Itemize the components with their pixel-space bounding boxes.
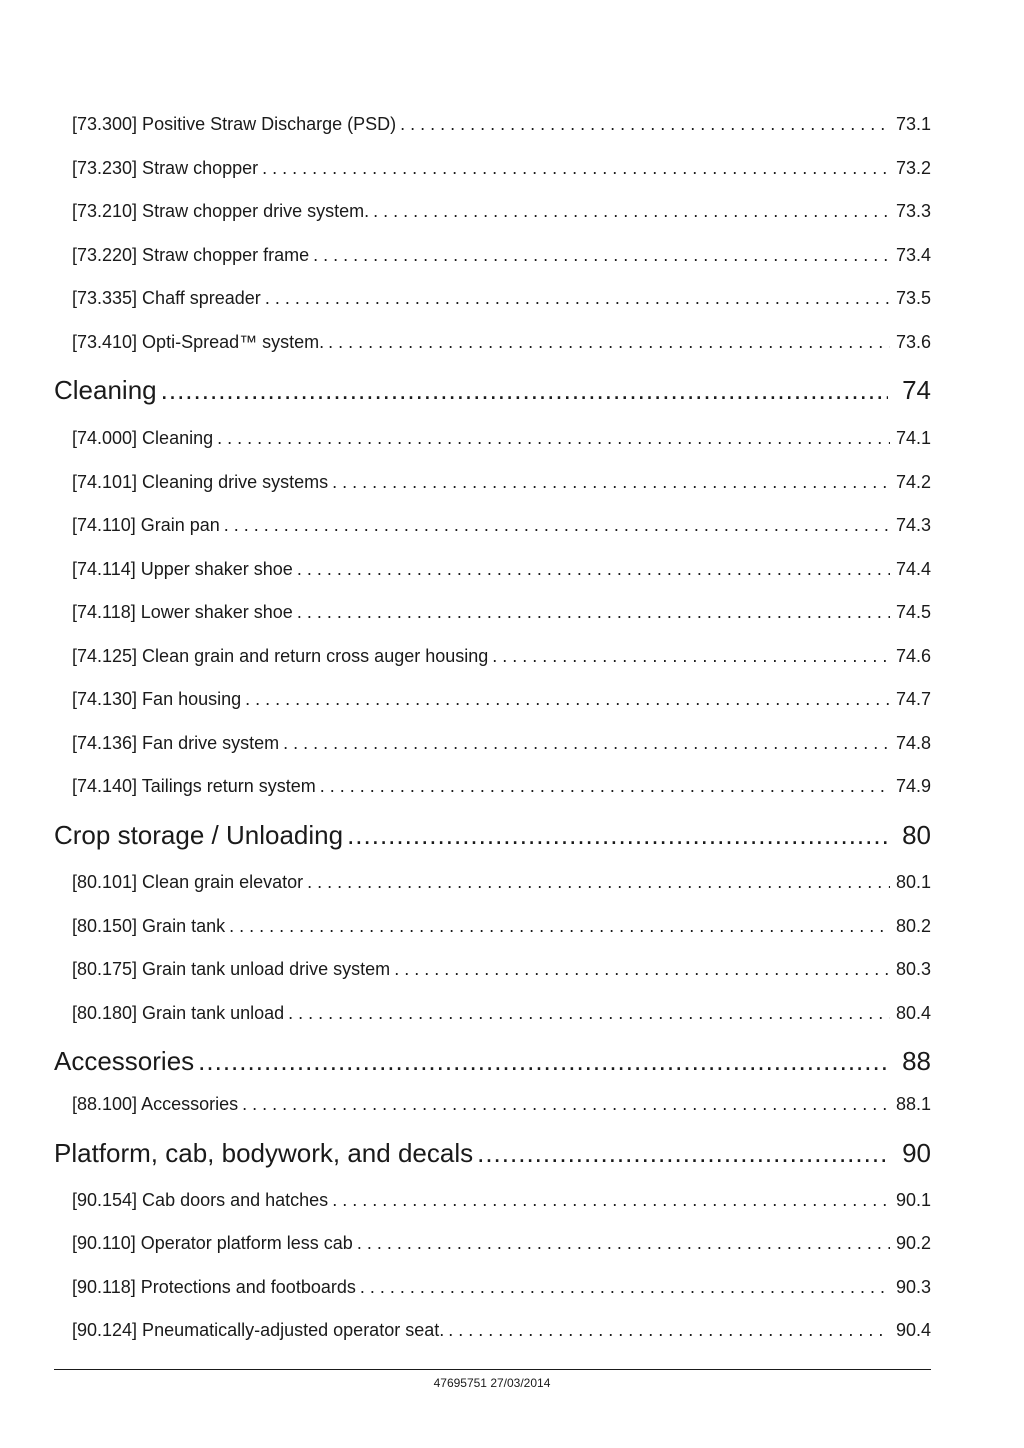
dot-leader bbox=[217, 425, 890, 451]
toc-section-page: 90 bbox=[902, 1138, 931, 1168]
toc-entry-label: [74.136] Fan drive system bbox=[72, 733, 280, 753]
toc-entry[interactable] bbox=[72, 242, 931, 268]
toc-section-page: 88 bbox=[902, 1046, 931, 1076]
toc-entry[interactable] bbox=[72, 1317, 931, 1343]
toc-entry-page: 73.3 bbox=[895, 201, 931, 221]
dot-leader bbox=[347, 817, 888, 853]
toc-entry-label: [74.118] Lower shaker shoe bbox=[72, 602, 293, 622]
toc-entry[interactable] bbox=[72, 512, 931, 538]
toc-entry[interactable] bbox=[72, 425, 931, 451]
dot-leader bbox=[307, 869, 890, 895]
toc-entry-label: [73.220] Straw chopper frame bbox=[72, 245, 310, 265]
toc-entry-page: 80.4 bbox=[895, 1003, 931, 1023]
toc-entry[interactable] bbox=[72, 155, 931, 181]
toc-entry-page: 73.1 bbox=[895, 114, 931, 134]
footer-document-id: 47695751 27/03/2014 bbox=[433, 1376, 551, 1390]
dot-leader bbox=[297, 556, 890, 582]
dot-leader bbox=[229, 913, 890, 939]
dot-leader bbox=[394, 956, 890, 982]
dot-leader bbox=[313, 242, 890, 268]
toc-entry-page: 90.3 bbox=[895, 1277, 931, 1297]
toc-section-heading[interactable] bbox=[54, 817, 931, 853]
toc-entry-label: [73.230] Straw chopper bbox=[72, 158, 259, 178]
toc-entry[interactable] bbox=[72, 198, 931, 224]
dot-leader bbox=[245, 686, 890, 712]
toc-entry-page: 74.4 bbox=[895, 559, 931, 579]
toc-section-label: Accessories bbox=[54, 1046, 195, 1076]
toc-entry-label: [80.150] Grain tank bbox=[72, 916, 226, 936]
toc-entry-label: [74.140] Tailings return system bbox=[72, 776, 316, 796]
toc-entry[interactable] bbox=[72, 1274, 931, 1300]
toc-entry-page: 88.1 bbox=[895, 1094, 931, 1114]
dot-leader bbox=[492, 643, 890, 669]
toc-entry-label: [80.101] Clean grain elevator bbox=[72, 872, 304, 892]
toc-entry-label: [74.000] Cleaning bbox=[72, 428, 214, 448]
dot-leader bbox=[262, 155, 890, 181]
dot-leader bbox=[297, 599, 890, 625]
toc-entry-label: [73.210] Straw chopper drive system. bbox=[72, 201, 370, 221]
toc-entry-label: [74.125] Clean grain and return cross auger housing bbox=[72, 646, 489, 666]
dot-leader bbox=[265, 285, 890, 311]
toc-entry-page: 80.3 bbox=[895, 959, 931, 979]
toc-entry-page: 90.4 bbox=[895, 1320, 931, 1340]
toc-entry[interactable] bbox=[72, 773, 931, 799]
dot-leader bbox=[332, 469, 890, 495]
toc-entry-label: [73.300] Positive Straw Discharge (PSD) bbox=[72, 114, 397, 134]
dot-leader bbox=[224, 512, 890, 538]
toc-entry-page: 73.5 bbox=[895, 288, 931, 308]
dot-leader bbox=[332, 1187, 890, 1213]
toc-entry-label: [73.410] Opti-Spread™ system. bbox=[72, 332, 325, 352]
toc-entry-label: [90.124] Pneumatically-adjusted operator seat. bbox=[72, 1320, 445, 1340]
toc-entry-label: [74.130] Fan housing bbox=[72, 689, 242, 709]
toc-entry-page: 74.8 bbox=[895, 733, 931, 753]
toc-entry-page: 74.3 bbox=[895, 515, 931, 535]
toc-entry-label: [74.110] Grain pan bbox=[72, 515, 220, 535]
toc-entry-page: 73.4 bbox=[895, 245, 931, 265]
toc-section-page: 80 bbox=[902, 820, 931, 850]
toc-entry-label: [80.180] Grain tank unload bbox=[72, 1003, 285, 1023]
toc-section-heading[interactable] bbox=[54, 1135, 931, 1171]
footer-divider bbox=[54, 1369, 931, 1370]
toc-entry[interactable] bbox=[72, 730, 931, 756]
toc-entry[interactable] bbox=[72, 869, 931, 895]
dot-leader bbox=[242, 1091, 890, 1117]
toc-entry-page: 80.2 bbox=[895, 916, 931, 936]
toc-entry-label: [73.335] Chaff spreader bbox=[72, 288, 261, 308]
toc-entry-page: 80.1 bbox=[895, 872, 931, 892]
dot-leader bbox=[328, 329, 890, 355]
toc-section-heading[interactable] bbox=[54, 1043, 931, 1079]
toc-entry[interactable] bbox=[72, 469, 931, 495]
toc-entry-label: [90.154] Cab doors and hatches bbox=[72, 1190, 329, 1210]
dot-leader bbox=[400, 111, 890, 137]
toc-entry-page: 73.2 bbox=[895, 158, 931, 178]
toc-entry-page: 74.6 bbox=[895, 646, 931, 666]
toc-entry[interactable] bbox=[72, 556, 931, 582]
dot-leader bbox=[161, 372, 888, 408]
toc-entry[interactable] bbox=[72, 329, 931, 355]
toc-entry-label: [74.114] Upper shaker shoe bbox=[72, 559, 293, 579]
toc-entry-label: [80.175] Grain tank unload drive system bbox=[72, 959, 391, 979]
toc-entry[interactable] bbox=[72, 913, 931, 939]
toc-section-heading[interactable] bbox=[54, 372, 931, 408]
toc-entry[interactable] bbox=[72, 686, 931, 712]
toc-section-label: Cleaning bbox=[54, 375, 157, 405]
toc-entry[interactable] bbox=[72, 956, 931, 982]
dot-leader bbox=[320, 773, 890, 799]
toc-entry-label: [90.110] Operator platform less cab bbox=[72, 1233, 353, 1253]
toc-entry-label: [74.101] Cleaning drive systems bbox=[72, 472, 329, 492]
toc-section-label: Crop storage / Unloading bbox=[54, 820, 344, 850]
dot-leader bbox=[357, 1230, 890, 1256]
dot-leader bbox=[373, 198, 890, 224]
dot-leader bbox=[283, 730, 890, 756]
toc-entry[interactable] bbox=[72, 1091, 931, 1117]
toc-entry-page: 74.9 bbox=[895, 776, 931, 796]
toc-entry-page: 73.6 bbox=[895, 332, 931, 352]
toc-entry[interactable] bbox=[72, 599, 931, 625]
toc-entry[interactable] bbox=[72, 643, 931, 669]
toc-section-label: Platform, cab, bodywork, and decals bbox=[54, 1138, 474, 1168]
dot-leader bbox=[288, 1000, 890, 1026]
toc-entry[interactable] bbox=[72, 1000, 931, 1026]
toc-entry-page: 74.2 bbox=[895, 472, 931, 492]
toc-entry[interactable] bbox=[72, 1230, 931, 1256]
toc-entry[interactable] bbox=[72, 111, 931, 137]
toc-entry[interactable] bbox=[72, 285, 931, 311]
dot-leader bbox=[477, 1135, 888, 1171]
toc-entry-page: 90.2 bbox=[895, 1233, 931, 1253]
dot-leader bbox=[198, 1043, 888, 1079]
toc-section-page: 74 bbox=[902, 375, 931, 405]
toc-entry-page: 74.7 bbox=[895, 689, 931, 709]
toc-entry-page: 74.5 bbox=[895, 602, 931, 622]
dot-leader bbox=[360, 1274, 890, 1300]
toc-entry[interactable] bbox=[72, 1187, 931, 1213]
toc-entry-label: [90.118] Protections and footboards bbox=[72, 1277, 356, 1297]
toc-entry-page: 74.1 bbox=[895, 428, 931, 448]
toc-entry-page: 90.1 bbox=[895, 1190, 931, 1210]
dot-leader bbox=[448, 1317, 890, 1343]
toc-entry-label: [88.100] Accessories bbox=[72, 1094, 239, 1114]
